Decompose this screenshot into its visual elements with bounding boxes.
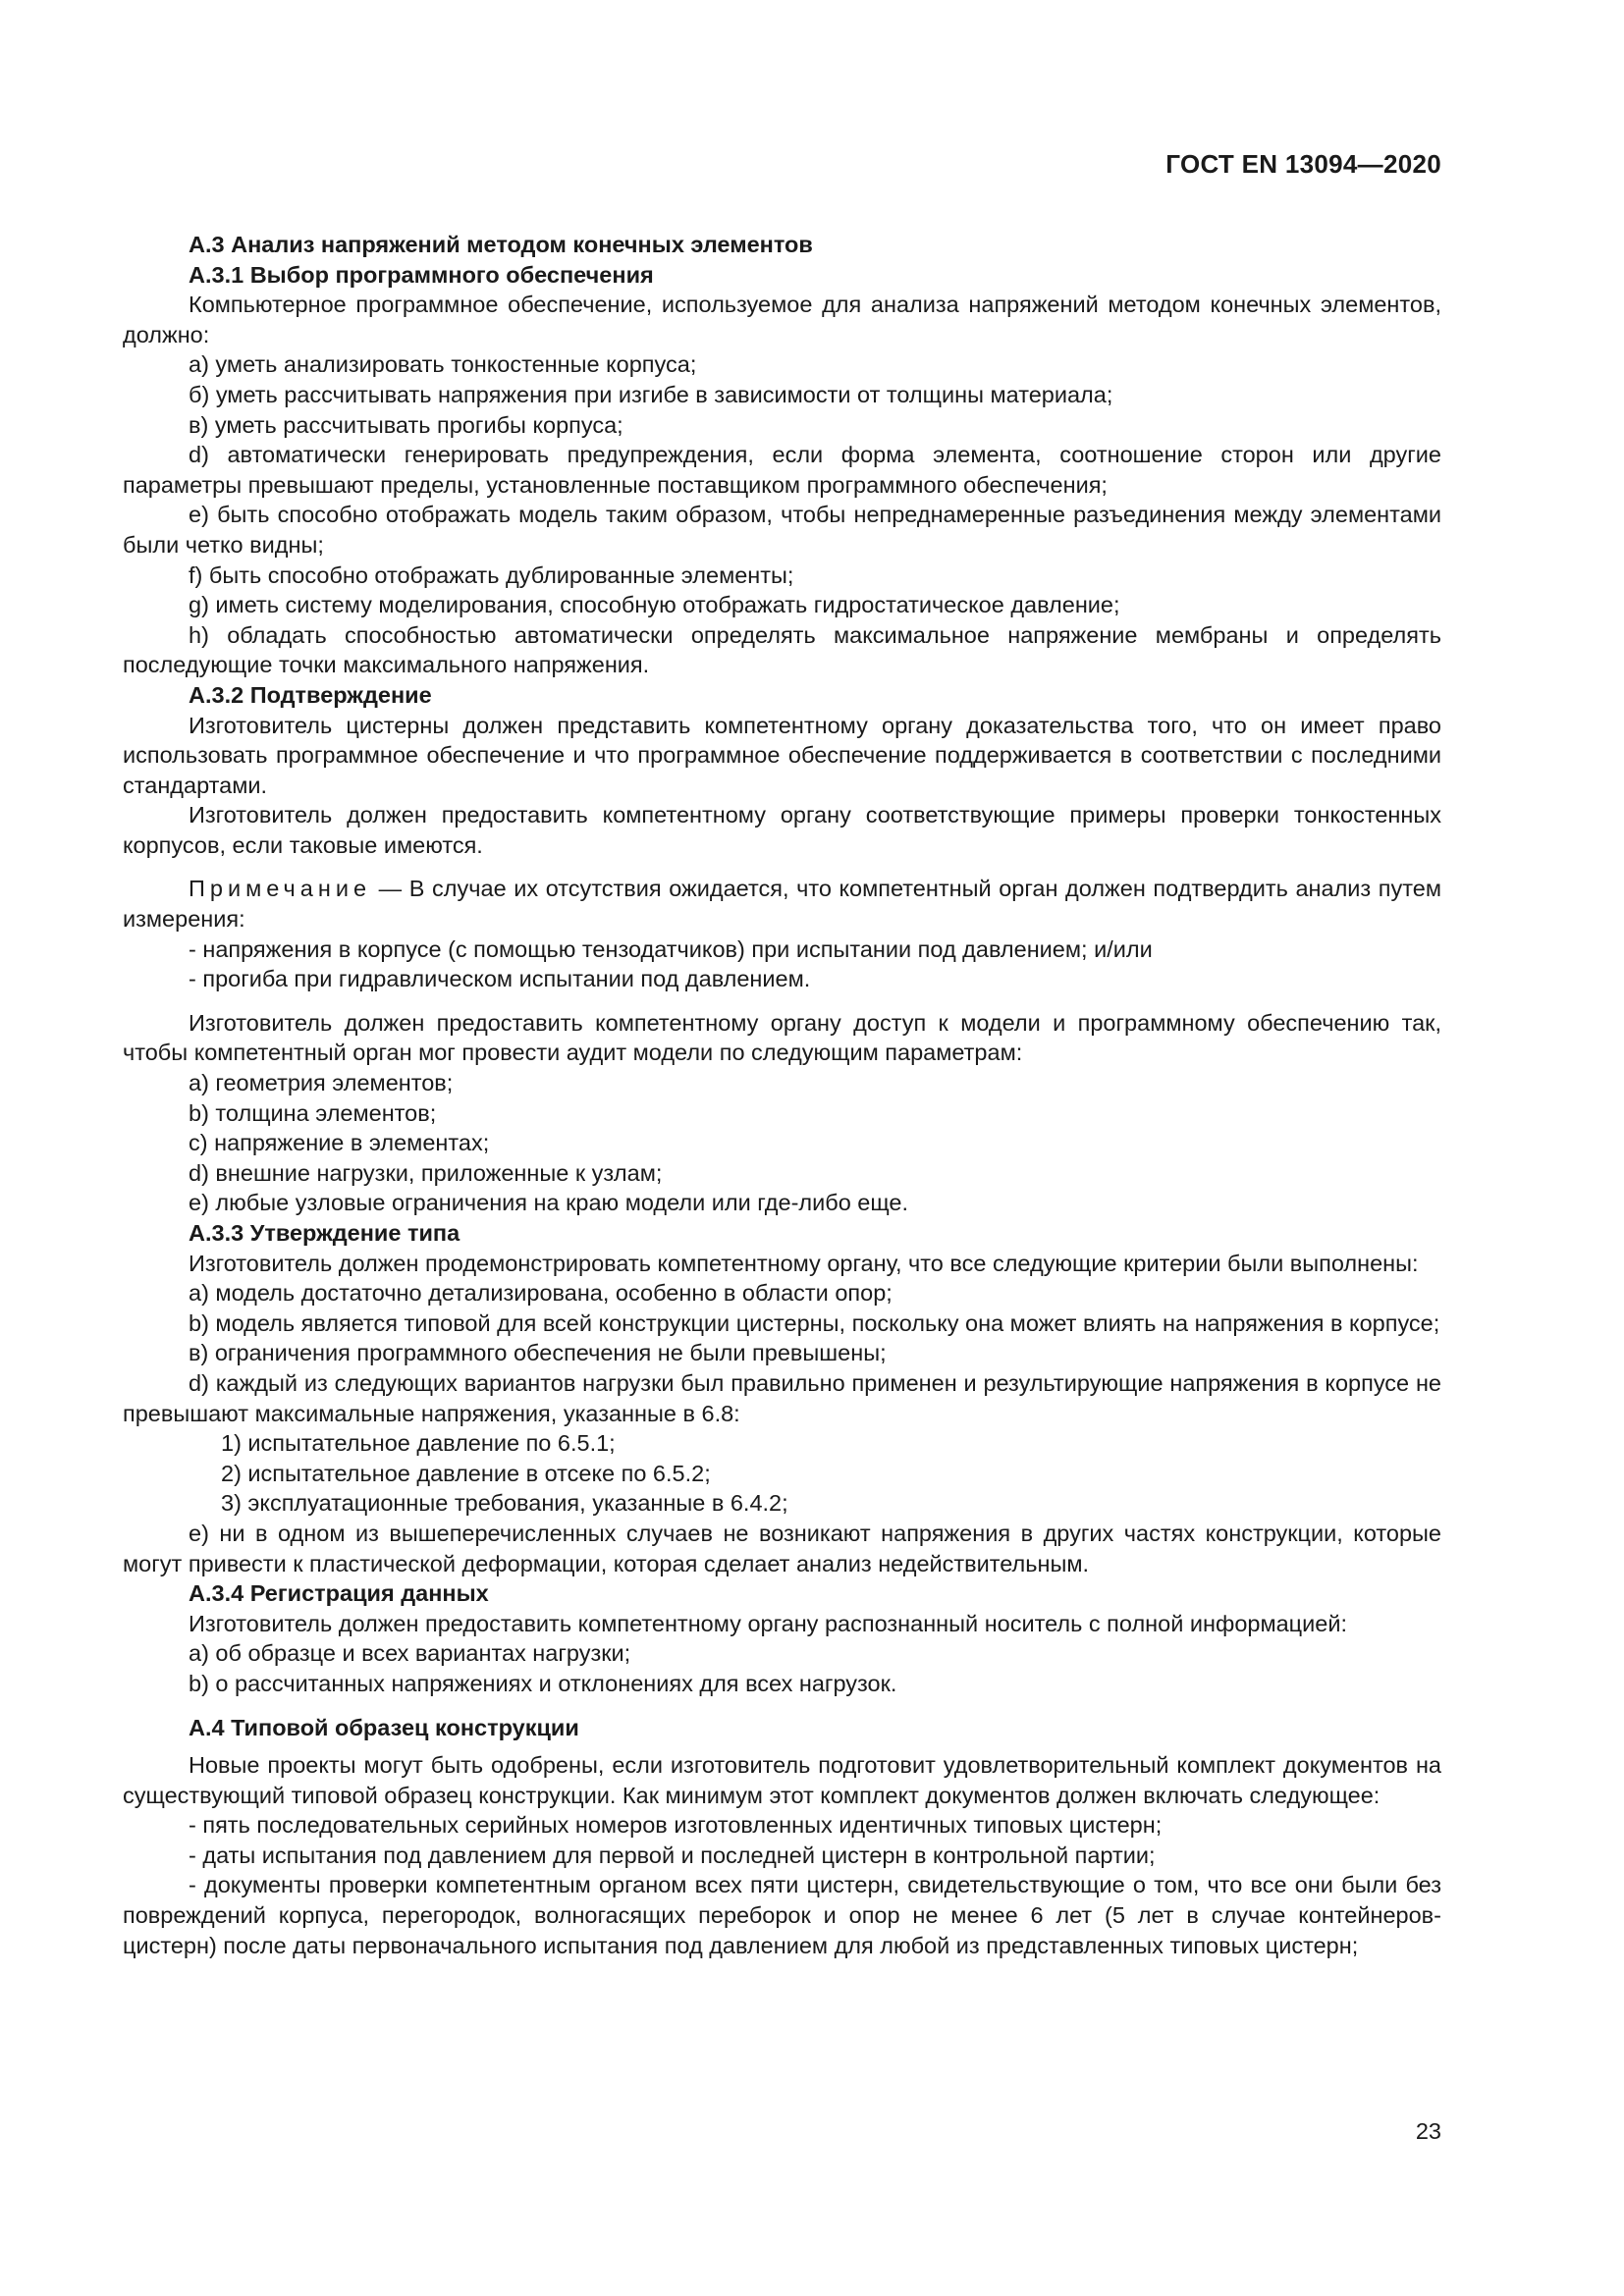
sub-list-item: 3) эксплуатационные требования, указанные в 6.4.2; bbox=[221, 1490, 788, 1517]
list-item: е) любые узловые ограничения на краю модели или где-либо еще. bbox=[189, 1190, 909, 1216]
list-item: h) обладать способностью автоматически определять максимальное напряжение мембраны и определять последующие точки максимального напряжения. bbox=[123, 621, 1441, 678]
list-item: - пять последовательных серийных номеров изготовленных идентичных типовых цистерн; bbox=[189, 1812, 1163, 1839]
note-text: — В случае их отсутствия ожидается, что компетентный орган должен подтвердить анализ путем измерения: bbox=[123, 876, 1441, 933]
note-list-item: - напряжения в корпусе (с помощью тензодатчиков) при испытании под давлением; и/или bbox=[189, 935, 1153, 962]
page-number: 23 bbox=[1415, 2118, 1441, 2144]
section-heading-a3: А.3 Анализ напряжений методом конечных элементов bbox=[189, 232, 813, 257]
paragraph: Изготовитель должен предоставить компетентному органу доступ к модели и программному обеспечению так, чтобы компетентный орган мог провести аудит модели по следующим параметрам: bbox=[123, 1009, 1441, 1066]
list-item: d) автоматически генерировать предупреждения, если форма элемента, соотношение сторон или другие параметры превышают пределы, установленные поставщиком программного обеспечения; bbox=[123, 442, 1441, 498]
paragraph: Изготовитель должен предоставить компетентному органу распознанный носитель с полной информацией: bbox=[189, 1610, 1347, 1636]
list-item: б) уметь рассчитывать напряжения при изгибе в зависимости от толщины материала; bbox=[189, 381, 1113, 407]
list-item: b) модель является типовой для всей конструкции цистерны, поскольку она может влиять на напряжения в корпусе; bbox=[189, 1309, 1440, 1336]
list-item: g) иметь систему моделирования, способную отображать гидростатическое давление; bbox=[189, 592, 1120, 618]
list-item: в) уметь рассчитывать прогибы корпуса; bbox=[189, 411, 623, 438]
list-item: b) о рассчитанных напряжениях и отклонениях для всех нагрузок. bbox=[189, 1670, 897, 1696]
paragraph: Компьютерное программное обеспечение, используемое для анализа напряжений методом конечных элементов, должно: bbox=[123, 292, 1441, 347]
list-item: b) толщина элементов; bbox=[189, 1099, 437, 1126]
paragraph: Изготовитель должен продемонстрировать компетентному органу, что все следующие критерии были выполнены: bbox=[189, 1250, 1419, 1276]
subsection-heading-a3-1: А.3.1 Выбор программного обеспечения bbox=[189, 261, 654, 288]
sub-list-item: 1) испытательное давление по 6.5.1; bbox=[221, 1430, 616, 1457]
list-item: а) уметь анализировать тонкостенные корпуса; bbox=[189, 351, 697, 378]
subsection-heading-a3-2: А.3.2 Подтверждение bbox=[189, 681, 432, 708]
note bbox=[123, 874, 1441, 934]
sub-list-item: 2) испытательное давление в отсеке по 6.5.2; bbox=[221, 1460, 711, 1486]
subsection-heading-a3-4: А.3.4 Регистрация данных bbox=[189, 1580, 489, 1607]
note-label: Примечание bbox=[189, 876, 372, 902]
list-item: d) внешние нагрузки, приложенные к узлам; bbox=[189, 1159, 663, 1186]
page-body bbox=[123, 230, 1441, 1960]
paragraph: Изготовитель цистерны должен представить компетентному органу доказательства того, что он имеет право использовать программное обеспечение и что программное обеспечение поддерживается в соответствии с последними стандартами. bbox=[123, 712, 1441, 798]
list-item: е) ни в одном из вышеперечисленных случаев не возникают напряжения в других частях конструкции, которые могут привести к пластической деформации, которая сделает анализ недействительным. bbox=[123, 1520, 1441, 1576]
list-item: - документы проверки компетентным органом всех пяти цистерн, свидетельствующие о том, что все они были без повреждений корпуса, перегородок, волногасящих переборок и опор не менее 6 лет (5 лет в случае контейнеров-цистерн) после даты первоначального испытания под давлением для любой из представленных типовых цистерн; bbox=[123, 1872, 1441, 1958]
list-item: d) каждый из следующих вариантов нагрузки был правильно применен и результирующие напряжения в корпусе не превышают максимальные напряжения, указанные в 6.8: bbox=[123, 1369, 1441, 1426]
list-item: а) об образце и всех вариантах нагрузки; bbox=[189, 1640, 631, 1667]
note-list-item: - прогиба при гидравлическом испытании под давлением. bbox=[189, 966, 811, 992]
section-heading-a4: А.4 Типовой образец конструкции bbox=[189, 1714, 579, 1740]
document-header: ГОСТ EN 13094—2020 bbox=[1165, 149, 1441, 179]
list-item: f) быть способно отображать дублированные элементы; bbox=[189, 561, 794, 588]
list-item: а) геометрия элементов; bbox=[189, 1070, 454, 1096]
list-item: с) напряжение в элементах; bbox=[189, 1130, 490, 1156]
list-item: е) быть способно отображать модель таким образом, чтобы непреднамеренные разъединения между элементами были четко видны; bbox=[123, 502, 1441, 558]
list-item: в) ограничения программного обеспечения не были превышены; bbox=[189, 1340, 887, 1366]
paragraph: Изготовитель должен предоставить компетентному органу соответствующие примеры проверки тонкостенных корпусов, если таковые имеются. bbox=[123, 802, 1441, 858]
list-item: - даты испытания под давлением для первой и последней цистерн в контрольной партии; bbox=[189, 1842, 1156, 1868]
list-item: а) модель достаточно детализирована, особенно в области опор; bbox=[189, 1280, 893, 1307]
paragraph: Новые проекты могут быть одобрены, если изготовитель подготовит удовлетворительный комплект документов на существующий типовой образец конструкции. Как минимум этот комплект документов должен включать следующее: bbox=[123, 1752, 1441, 1808]
subsection-heading-a3-3: А.3.3 Утверждение типа bbox=[189, 1220, 460, 1246]
